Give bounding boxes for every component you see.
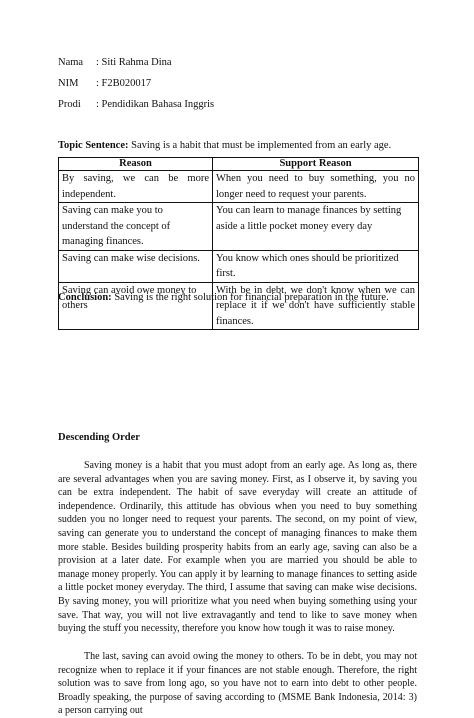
table-row (59, 203, 419, 251)
reason-header: Reason (59, 158, 213, 171)
nim-label: NIM (58, 78, 79, 89)
nim-line (58, 77, 151, 90)
reason-table (58, 157, 419, 330)
prodi-value: : Pendidikan Bahasa Inggris (96, 99, 215, 110)
table-row (59, 250, 419, 282)
table-header-row (59, 158, 419, 171)
support-reason-cell: When you need to buy something, you no longer need to request your parents. (213, 171, 419, 203)
prodi-label: Prodi (58, 99, 81, 110)
body-paragraph-1: Saving money is a habit that you must adopt from an early age. As long as, there are several advantages when you are saving money. First, as I observe it, by saving you can be extra independent. The habit of save everyday will create an attitude of independence. Ordinarily, this attitude has obvious when you need to buy something sudden you no longer need to request your parents. The second, on my point of view, saving can generate you to understand the concept of managing finances to make them more stable. Besides building prosperity habits from an early age, saving can also be a provision at a later date. For example when you are married you should be able to manage money properly. You can apply it by learning to manage finances to setting aside a little pocket money everyday. The third, I assume that saving can make wise decisions. By saving money, you will prioritize what you need when buying something using your save. That way, you will not live extravagantly and tend to like to save money when buying the stuff you necessity, therefore you know how tough it was to raise money. (58, 460, 417, 635)
topic-sentence (58, 139, 417, 152)
topic-text: Saving is a habit that must be implemented from an early age. (128, 140, 392, 151)
body-paragraph-2: The last, saving can avoid owing the money to others. To be in debt, you may not recognize when to replace it if your finances are not stable enough. Therefore, the right solution was to save from long ago, so you have not to earn into debt to other people. Broadly speaking, the purpose of saving according to (MSME Bank Indonesia, 2014: 3) a person carrying out (58, 651, 417, 717)
support-reason-cell: You know which ones should be prioritized first. (213, 250, 419, 282)
topic-label: Topic Sentence: (58, 140, 129, 151)
name-value: : Siti Rahma Dina (96, 57, 172, 68)
table-row (59, 282, 419, 330)
reason-cell: By saving, we can be more independent. (59, 171, 213, 203)
conclusion-text: Saving is the right solution for financial preparation in the future. (111, 292, 389, 303)
conclusion-label: Conclusion: (58, 292, 112, 303)
table-row (59, 171, 419, 203)
prodi-line (58, 98, 214, 111)
support-reason-header: Support Reason (213, 158, 419, 171)
support-reason-cell: With be in debt, we don't know when we can replace it if we don't have sufficiently stable finances. (213, 282, 419, 330)
reason-cell: Saving can make you to understand the concept of managing finances. (59, 203, 213, 251)
conclusion (58, 291, 417, 304)
name-label: Nama (58, 57, 84, 68)
reason-cell: Saving can make wise decisions. (59, 250, 213, 282)
name-line (58, 56, 172, 69)
section-heading: Descending Order (58, 432, 140, 443)
nim-value: : F2B020017 (96, 78, 152, 89)
reason-cell: Saving can avoid owe money to others (59, 282, 213, 330)
support-reason-cell: You can learn to manage finances by setting aside a little pocket money every day (213, 203, 419, 251)
